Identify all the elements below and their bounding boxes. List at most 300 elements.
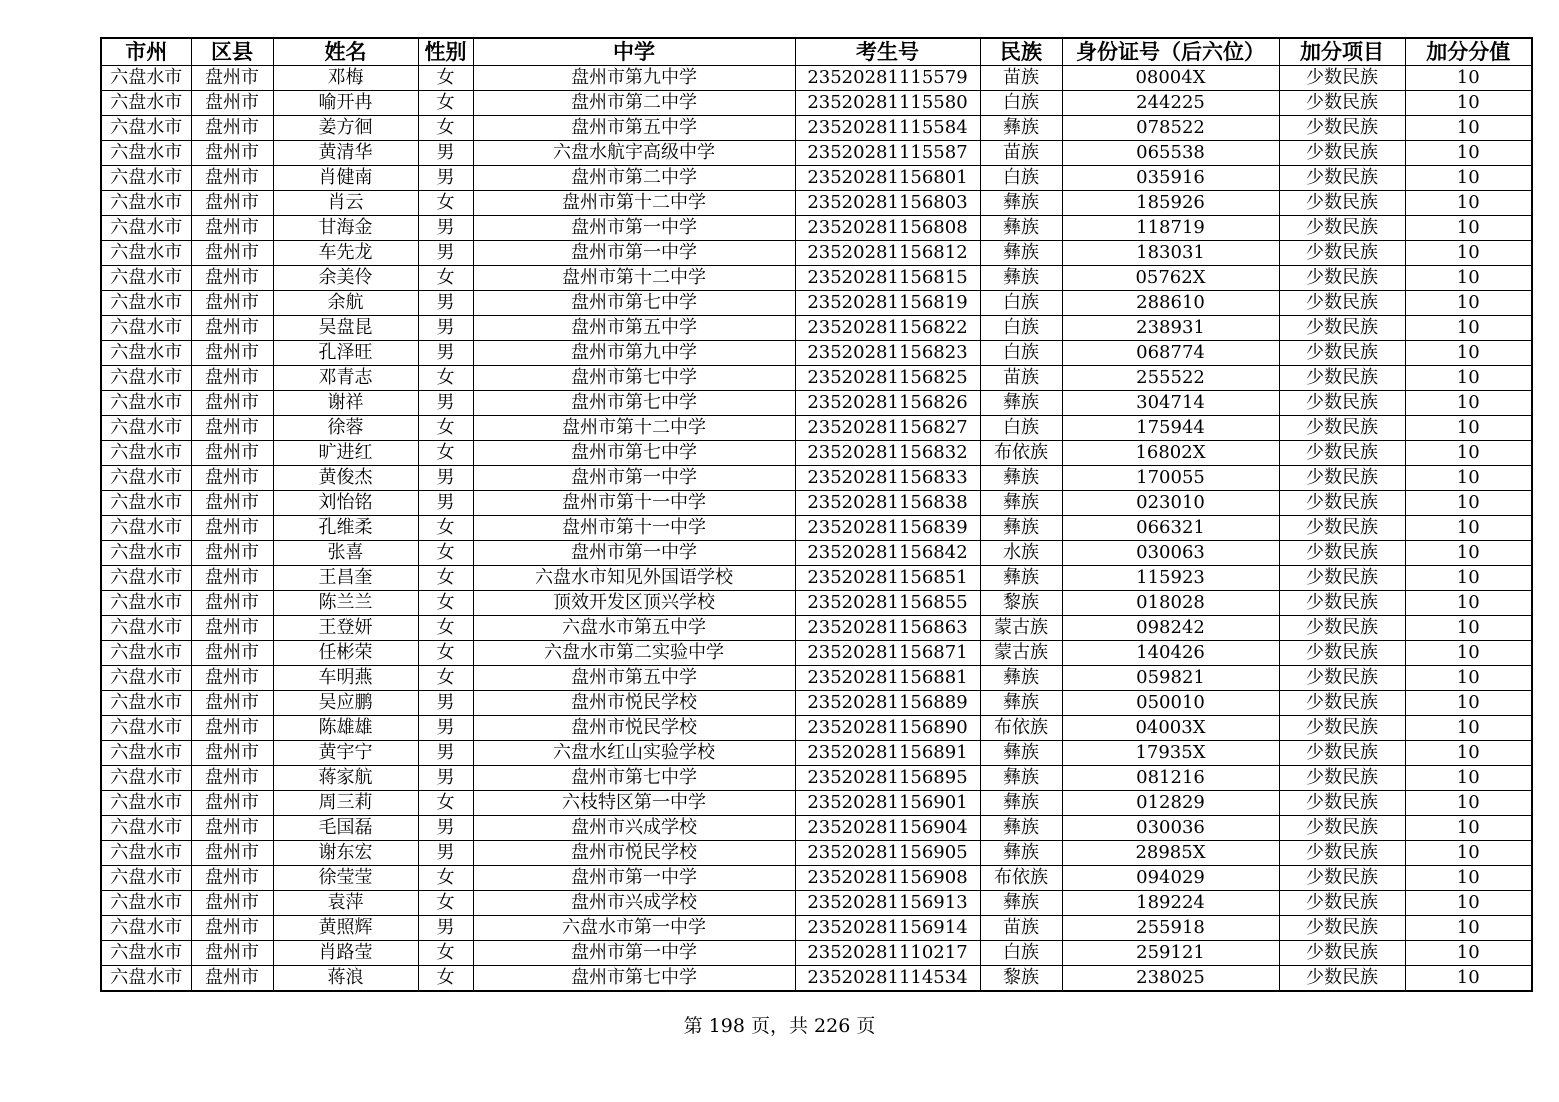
cell-name: 肖健南 [273, 166, 418, 191]
cell-county: 盘州市 [191, 641, 273, 666]
cell-bonus-points: 10 [1405, 116, 1532, 141]
cell-school: 盘州市第一中学 [473, 466, 795, 491]
cell-name: 黄照辉 [273, 916, 418, 941]
cell-ethnicity: 水族 [980, 541, 1062, 566]
cell-ethnicity: 彝族 [980, 266, 1062, 291]
cell-gender: 女 [418, 366, 473, 391]
table-row [101, 141, 1532, 166]
cell-bonus-item: 少数民族 [1279, 866, 1405, 891]
cell-city: 六盘水市 [101, 366, 191, 391]
table-row [101, 316, 1532, 341]
table-row [101, 416, 1532, 441]
cell-gender: 男 [418, 216, 473, 241]
cell-bonus-points: 10 [1405, 366, 1532, 391]
cell-id-suffix: 255918 [1062, 916, 1279, 941]
cell-gender: 女 [418, 591, 473, 616]
cell-county: 盘州市 [191, 591, 273, 616]
cell-id-suffix: 238025 [1062, 966, 1279, 992]
cell-exam-number: 23520281156901 [795, 791, 980, 816]
cell-city: 六盘水市 [101, 341, 191, 366]
cell-county: 盘州市 [191, 716, 273, 741]
cell-id-suffix: 115923 [1062, 566, 1279, 591]
cell-name: 毛国磊 [273, 816, 418, 841]
cell-id-suffix: 065538 [1062, 141, 1279, 166]
cell-ethnicity: 彝族 [980, 891, 1062, 916]
cell-gender: 男 [418, 491, 473, 516]
cell-exam-number: 23520281156914 [795, 916, 980, 941]
cell-name: 肖路莹 [273, 941, 418, 966]
cell-ethnicity: 彝族 [980, 566, 1062, 591]
cell-city: 六盘水市 [101, 216, 191, 241]
cell-exam-number: 23520281156833 [795, 466, 980, 491]
cell-bonus-item: 少数民族 [1279, 516, 1405, 541]
cell-bonus-points: 10 [1405, 891, 1532, 916]
cell-school: 六盘水市第二实验中学 [473, 641, 795, 666]
cell-name: 徐莹莹 [273, 866, 418, 891]
cell-bonus-points: 10 [1405, 241, 1532, 266]
cell-name: 徐蓉 [273, 416, 418, 441]
cell-bonus-item: 少数民族 [1279, 666, 1405, 691]
cell-school: 盘州市第一中学 [473, 541, 795, 566]
cell-exam-number: 23520281115579 [795, 66, 980, 91]
cell-name: 孔泽旺 [273, 341, 418, 366]
cell-county: 盘州市 [191, 566, 273, 591]
cell-county: 盘州市 [191, 341, 273, 366]
cell-exam-number: 23520281156825 [795, 366, 980, 391]
cell-ethnicity: 白族 [980, 416, 1062, 441]
cell-name: 黄俊杰 [273, 466, 418, 491]
cell-gender: 女 [418, 566, 473, 591]
cell-county: 盘州市 [191, 66, 273, 91]
cell-id-suffix: 183031 [1062, 241, 1279, 266]
cell-bonus-item: 少数民族 [1279, 791, 1405, 816]
cell-gender: 女 [418, 641, 473, 666]
cell-bonus-item: 少数民族 [1279, 391, 1405, 416]
cell-exam-number: 23520281156889 [795, 691, 980, 716]
cell-exam-number: 23520281115584 [795, 116, 980, 141]
cell-exam-number: 23520281114534 [795, 966, 980, 992]
cell-exam-number: 23520281156908 [795, 866, 980, 891]
cell-city: 六盘水市 [101, 91, 191, 116]
cell-city: 六盘水市 [101, 441, 191, 466]
cell-gender: 女 [418, 266, 473, 291]
table-row [101, 641, 1532, 666]
table-row [101, 366, 1532, 391]
cell-bonus-item: 少数民族 [1279, 466, 1405, 491]
cell-name: 姜方徊 [273, 116, 418, 141]
cell-county: 盘州市 [191, 141, 273, 166]
cell-county: 盘州市 [191, 291, 273, 316]
table-row [101, 516, 1532, 541]
cell-exam-number: 23520281156891 [795, 741, 980, 766]
cell-bonus-points: 10 [1405, 141, 1532, 166]
cell-school: 盘州市第十一中学 [473, 516, 795, 541]
cell-city: 六盘水市 [101, 566, 191, 591]
table-body [101, 66, 1532, 992]
cell-bonus-item: 少数民族 [1279, 116, 1405, 141]
cell-id-suffix: 05762X [1062, 266, 1279, 291]
cell-name: 蒋浪 [273, 966, 418, 992]
cell-city: 六盘水市 [101, 416, 191, 441]
cell-county: 盘州市 [191, 241, 273, 266]
cell-bonus-points: 10 [1405, 966, 1532, 992]
cell-school: 盘州市第七中学 [473, 966, 795, 992]
cell-exam-number: 23520281156819 [795, 291, 980, 316]
cell-county: 盘州市 [191, 216, 273, 241]
cell-name: 黄宇宁 [273, 741, 418, 766]
cell-bonus-points: 10 [1405, 516, 1532, 541]
cell-bonus-item: 少数民族 [1279, 841, 1405, 866]
cell-county: 盘州市 [191, 491, 273, 516]
cell-city: 六盘水市 [101, 691, 191, 716]
cell-bonus-points: 10 [1405, 666, 1532, 691]
cell-bonus-points: 10 [1405, 491, 1532, 516]
cell-bonus-points: 10 [1405, 841, 1532, 866]
cell-id-suffix: 304714 [1062, 391, 1279, 416]
cell-school: 盘州市悦民学校 [473, 716, 795, 741]
cell-gender: 男 [418, 291, 473, 316]
cell-school: 盘州市第七中学 [473, 366, 795, 391]
table-row [101, 741, 1532, 766]
cell-bonus-points: 10 [1405, 441, 1532, 466]
cell-city: 六盘水市 [101, 316, 191, 341]
cell-city: 六盘水市 [101, 116, 191, 141]
cell-bonus-points: 10 [1405, 66, 1532, 91]
cell-county: 盘州市 [191, 616, 273, 641]
cell-bonus-item: 少数民族 [1279, 716, 1405, 741]
cell-ethnicity: 布依族 [980, 866, 1062, 891]
cell-name: 陈雄雄 [273, 716, 418, 741]
cell-county: 盘州市 [191, 466, 273, 491]
cell-gender: 女 [418, 941, 473, 966]
table-row [101, 91, 1532, 116]
cell-ethnicity: 彝族 [980, 516, 1062, 541]
cell-id-suffix: 081216 [1062, 766, 1279, 791]
cell-name: 车明燕 [273, 666, 418, 691]
table-row [101, 916, 1532, 941]
cell-gender: 男 [418, 466, 473, 491]
cell-ethnicity: 蒙古族 [980, 641, 1062, 666]
cell-city: 六盘水市 [101, 616, 191, 641]
cell-city: 六盘水市 [101, 891, 191, 916]
cell-ethnicity: 苗族 [980, 366, 1062, 391]
cell-bonus-points: 10 [1405, 291, 1532, 316]
cell-gender: 女 [418, 791, 473, 816]
cell-city: 六盘水市 [101, 66, 191, 91]
cell-exam-number: 23520281156822 [795, 316, 980, 341]
cell-county: 盘州市 [191, 316, 273, 341]
cell-bonus-points: 10 [1405, 166, 1532, 191]
column-header-bonus-item: 加分项目 [1279, 38, 1405, 66]
cell-gender: 男 [418, 166, 473, 191]
table-row [101, 766, 1532, 791]
cell-id-suffix: 035916 [1062, 166, 1279, 191]
cell-school: 盘州市第十一中学 [473, 491, 795, 516]
cell-city: 六盘水市 [101, 866, 191, 891]
cell-ethnicity: 彝族 [980, 666, 1062, 691]
cell-id-suffix: 030063 [1062, 541, 1279, 566]
cell-name: 任彬荣 [273, 641, 418, 666]
cell-id-suffix: 28985X [1062, 841, 1279, 866]
cell-exam-number: 23520281156851 [795, 566, 980, 591]
table-row [101, 791, 1532, 816]
cell-county: 盘州市 [191, 941, 273, 966]
cell-bonus-points: 10 [1405, 816, 1532, 841]
cell-county: 盘州市 [191, 166, 273, 191]
cell-school: 盘州市第二中学 [473, 91, 795, 116]
cell-gender: 男 [418, 391, 473, 416]
cell-name: 车先龙 [273, 241, 418, 266]
cell-exam-number: 23520281156803 [795, 191, 980, 216]
cell-city: 六盘水市 [101, 191, 191, 216]
column-header-id-suffix: 身份证号（后六位） [1062, 38, 1279, 66]
cell-ethnicity: 苗族 [980, 141, 1062, 166]
table-row [101, 116, 1532, 141]
column-header-exam-number: 考生号 [795, 38, 980, 66]
cell-id-suffix: 066321 [1062, 516, 1279, 541]
cell-city: 六盘水市 [101, 391, 191, 416]
cell-bonus-points: 10 [1405, 591, 1532, 616]
cell-exam-number: 23520281156904 [795, 816, 980, 841]
cell-bonus-points: 10 [1405, 866, 1532, 891]
cell-school: 盘州市第一中学 [473, 216, 795, 241]
cell-id-suffix: 140426 [1062, 641, 1279, 666]
cell-exam-number: 23520281156839 [795, 516, 980, 541]
cell-ethnicity: 彝族 [980, 191, 1062, 216]
table-header [101, 38, 1532, 66]
cell-name: 旷进红 [273, 441, 418, 466]
cell-gender: 女 [418, 866, 473, 891]
cell-ethnicity: 白族 [980, 316, 1062, 341]
cell-ethnicity: 白族 [980, 166, 1062, 191]
table-row [101, 891, 1532, 916]
cell-bonus-item: 少数民族 [1279, 341, 1405, 366]
cell-school: 盘州市第五中学 [473, 316, 795, 341]
cell-gender: 女 [418, 966, 473, 992]
cell-bonus-item: 少数民族 [1279, 141, 1405, 166]
cell-county: 盘州市 [191, 766, 273, 791]
cell-gender: 男 [418, 316, 473, 341]
table-row [101, 491, 1532, 516]
cell-city: 六盘水市 [101, 716, 191, 741]
column-header-school: 中学 [473, 38, 795, 66]
cell-bonus-item: 少数民族 [1279, 191, 1405, 216]
cell-school: 盘州市第七中学 [473, 291, 795, 316]
cell-ethnicity: 彝族 [980, 216, 1062, 241]
cell-county: 盘州市 [191, 891, 273, 916]
table-row [101, 591, 1532, 616]
cell-id-suffix: 175944 [1062, 416, 1279, 441]
cell-name: 谢祥 [273, 391, 418, 416]
cell-bonus-item: 少数民族 [1279, 91, 1405, 116]
cell-bonus-points: 10 [1405, 691, 1532, 716]
cell-id-suffix: 023010 [1062, 491, 1279, 516]
column-header-city: 市州 [101, 38, 191, 66]
table-row [101, 266, 1532, 291]
cell-bonus-item: 少数民族 [1279, 541, 1405, 566]
cell-city: 六盘水市 [101, 541, 191, 566]
cell-ethnicity: 彝族 [980, 391, 1062, 416]
cell-exam-number: 23520281156905 [795, 841, 980, 866]
cell-id-suffix: 259121 [1062, 941, 1279, 966]
table-row [101, 966, 1532, 992]
cell-exam-number: 23520281156808 [795, 216, 980, 241]
cell-exam-number: 23520281156871 [795, 641, 980, 666]
cell-ethnicity: 布依族 [980, 441, 1062, 466]
cell-gender: 女 [418, 91, 473, 116]
cell-bonus-points: 10 [1405, 316, 1532, 341]
cell-name: 谢东宏 [273, 841, 418, 866]
cell-school: 六盘水红山实验学校 [473, 741, 795, 766]
cell-bonus-item: 少数民族 [1279, 416, 1405, 441]
cell-bonus-item: 少数民族 [1279, 766, 1405, 791]
cell-ethnicity: 彝族 [980, 816, 1062, 841]
column-header-name: 姓名 [273, 38, 418, 66]
cell-school: 顶效开发区顶兴学校 [473, 591, 795, 616]
cell-county: 盘州市 [191, 191, 273, 216]
cell-school: 盘州市第二中学 [473, 166, 795, 191]
cell-county: 盘州市 [191, 366, 273, 391]
cell-exam-number: 23520281156826 [795, 391, 980, 416]
cell-id-suffix: 078522 [1062, 116, 1279, 141]
cell-city: 六盘水市 [101, 641, 191, 666]
cell-name: 邓梅 [273, 66, 418, 91]
cell-name: 张喜 [273, 541, 418, 566]
cell-exam-number: 23520281156832 [795, 441, 980, 466]
cell-bonus-item: 少数民族 [1279, 366, 1405, 391]
cell-county: 盘州市 [191, 791, 273, 816]
cell-id-suffix: 068774 [1062, 341, 1279, 366]
cell-exam-number: 23520281156838 [795, 491, 980, 516]
cell-gender: 女 [418, 891, 473, 916]
cell-name: 余航 [273, 291, 418, 316]
table-row [101, 341, 1532, 366]
cell-ethnicity: 苗族 [980, 916, 1062, 941]
cell-exam-number: 23520281156823 [795, 341, 980, 366]
cell-ethnicity: 蒙古族 [980, 616, 1062, 641]
cell-name: 蒋家航 [273, 766, 418, 791]
table-row [101, 716, 1532, 741]
cell-school: 盘州市第五中学 [473, 666, 795, 691]
cell-school: 六枝特区第一中学 [473, 791, 795, 816]
cell-city: 六盘水市 [101, 966, 191, 992]
cell-county: 盘州市 [191, 91, 273, 116]
cell-city: 六盘水市 [101, 916, 191, 941]
cell-bonus-points: 10 [1405, 466, 1532, 491]
cell-gender: 女 [418, 616, 473, 641]
cell-exam-number: 23520281156801 [795, 166, 980, 191]
cell-bonus-item: 少数民族 [1279, 216, 1405, 241]
cell-city: 六盘水市 [101, 241, 191, 266]
cell-county: 盘州市 [191, 741, 273, 766]
cell-school: 盘州市第一中学 [473, 866, 795, 891]
cell-school: 盘州市第一中学 [473, 241, 795, 266]
cell-bonus-item: 少数民族 [1279, 166, 1405, 191]
cell-school: 盘州市第五中学 [473, 116, 795, 141]
cell-id-suffix: 118719 [1062, 216, 1279, 241]
cell-bonus-item: 少数民族 [1279, 241, 1405, 266]
cell-gender: 男 [418, 716, 473, 741]
cell-bonus-points: 10 [1405, 566, 1532, 591]
cell-bonus-item: 少数民族 [1279, 691, 1405, 716]
cell-exam-number: 23520281115587 [795, 141, 980, 166]
cell-gender: 男 [418, 916, 473, 941]
cell-school: 盘州市第七中学 [473, 766, 795, 791]
cell-ethnicity: 黎族 [980, 591, 1062, 616]
cell-city: 六盘水市 [101, 516, 191, 541]
cell-bonus-item: 少数民族 [1279, 291, 1405, 316]
cell-county: 盘州市 [191, 666, 273, 691]
cell-ethnicity: 彝族 [980, 241, 1062, 266]
cell-bonus-points: 10 [1405, 741, 1532, 766]
cell-city: 六盘水市 [101, 591, 191, 616]
cell-id-suffix: 08004X [1062, 66, 1279, 91]
cell-name: 喻开冉 [273, 91, 418, 116]
column-header-ethnicity: 民族 [980, 38, 1062, 66]
cell-school: 盘州市悦民学校 [473, 691, 795, 716]
cell-city: 六盘水市 [101, 741, 191, 766]
cell-school: 六盘水市第一中学 [473, 916, 795, 941]
cell-bonus-points: 10 [1405, 616, 1532, 641]
cell-school: 六盘水市知见外国语学校 [473, 566, 795, 591]
cell-county: 盘州市 [191, 391, 273, 416]
cell-gender: 女 [418, 66, 473, 91]
cell-county: 盘州市 [191, 866, 273, 891]
cell-gender: 女 [418, 416, 473, 441]
cell-bonus-item: 少数民族 [1279, 316, 1405, 341]
cell-school: 盘州市第七中学 [473, 391, 795, 416]
cell-gender: 男 [418, 816, 473, 841]
cell-exam-number: 23520281156890 [795, 716, 980, 741]
page-number: 第 198 页，共 226 页 [683, 1015, 876, 1037]
cell-bonus-item: 少数民族 [1279, 916, 1405, 941]
cell-bonus-item: 少数民族 [1279, 491, 1405, 516]
cell-bonus-points: 10 [1405, 716, 1532, 741]
cell-city: 六盘水市 [101, 266, 191, 291]
cell-bonus-item: 少数民族 [1279, 591, 1405, 616]
cell-county: 盘州市 [191, 516, 273, 541]
cell-city: 六盘水市 [101, 666, 191, 691]
cell-city: 六盘水市 [101, 466, 191, 491]
column-header-county: 区县 [191, 38, 273, 66]
cell-ethnicity: 彝族 [980, 841, 1062, 866]
cell-ethnicity: 彝族 [980, 791, 1062, 816]
cell-ethnicity: 彝族 [980, 766, 1062, 791]
cell-bonus-points: 10 [1405, 216, 1532, 241]
cell-name: 邓青志 [273, 366, 418, 391]
table-row [101, 191, 1532, 216]
cell-exam-number: 23520281156913 [795, 891, 980, 916]
cell-id-suffix: 16802X [1062, 441, 1279, 466]
cell-id-suffix: 018028 [1062, 591, 1279, 616]
cell-bonus-points: 10 [1405, 941, 1532, 966]
table-row [101, 441, 1532, 466]
cell-name: 王登妍 [273, 616, 418, 641]
cell-id-suffix: 170055 [1062, 466, 1279, 491]
cell-city: 六盘水市 [101, 766, 191, 791]
table-row [101, 541, 1532, 566]
cell-school: 六盘水航宇高级中学 [473, 141, 795, 166]
cell-gender: 女 [418, 666, 473, 691]
cell-city: 六盘水市 [101, 941, 191, 966]
cell-gender: 男 [418, 841, 473, 866]
cell-id-suffix: 189224 [1062, 891, 1279, 916]
cell-gender: 男 [418, 341, 473, 366]
column-header-gender: 性别 [418, 38, 473, 66]
cell-bonus-item: 少数民族 [1279, 566, 1405, 591]
cell-bonus-item: 少数民族 [1279, 616, 1405, 641]
cell-bonus-points: 10 [1405, 541, 1532, 566]
